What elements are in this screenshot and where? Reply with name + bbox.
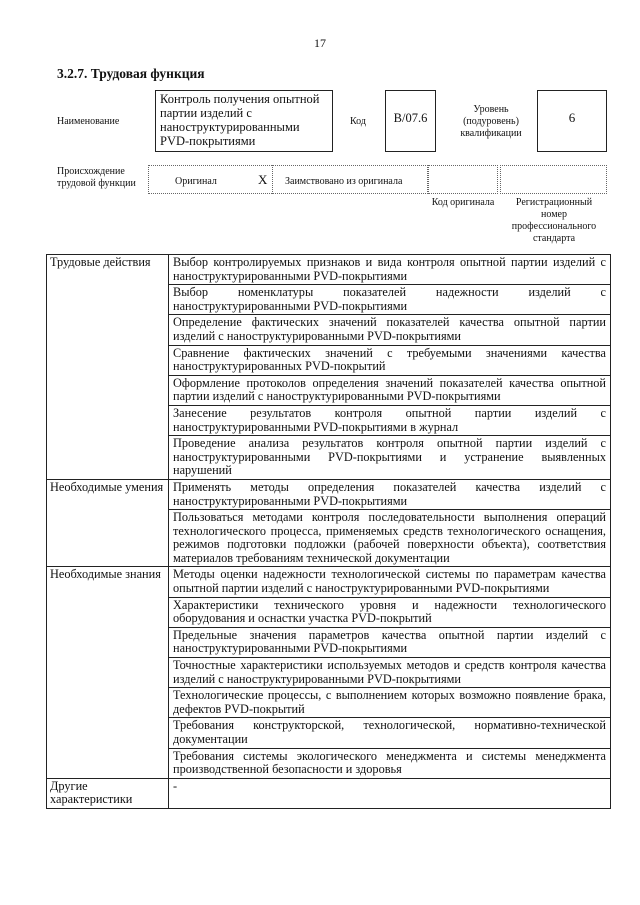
reg-number-label: Регистрационный номер профессионального стандарта bbox=[511, 197, 597, 244]
table-row bbox=[47, 479, 611, 509]
code-original-box bbox=[428, 165, 498, 194]
table-cell: Выбор контролируемых признаков и вида контроля опытной партии изделий с наноструктурированными PVD-покрытиями bbox=[169, 255, 611, 285]
code-original-label: Код оригинала bbox=[431, 197, 495, 208]
origin-label: Происхождение трудовой функции bbox=[57, 166, 136, 189]
table-row bbox=[47, 255, 611, 285]
table-cell: Требования конструкторской, технологической, нормативно-технической документации bbox=[169, 718, 611, 748]
table-cell: Характеристики технического уровня и надежности технологического оборудования и оснастки участка PVD-покрытий bbox=[169, 597, 611, 627]
page-number: 17 bbox=[314, 36, 326, 50]
table-cell: Занесение результатов контроля опытной партии изделий с наноструктурированными PVD-покрытиями в журнал bbox=[169, 405, 611, 435]
level-label: Уровень (подуровень) квалификации bbox=[460, 104, 522, 139]
category-required-knowledge: Необходимые знания bbox=[47, 567, 169, 778]
table-cell: Сравнение фактических значений с требуемыми значениями качества наноструктурированных PVD-покрытий bbox=[169, 345, 611, 375]
table-cell: Методы оценки надежности технологической системы по параметрам качества опытной партии изделий с наноструктурированными PVD-покрытиями bbox=[169, 567, 611, 597]
function-name-box bbox=[155, 90, 333, 152]
table-row bbox=[47, 778, 611, 808]
code-box bbox=[385, 90, 436, 152]
table-row bbox=[47, 567, 611, 597]
table-cell: Технологические процессы, с выполнением которых возможно появление брака, дефектов PVD-покрытий bbox=[169, 688, 611, 718]
category-required-skills: Необходимые умения bbox=[47, 479, 169, 567]
code-label: Код bbox=[350, 116, 366, 127]
section-heading: 3.2.7. Трудовая функция bbox=[57, 66, 205, 81]
table-cell: Выбор номенклатуры показателей надежности изделий с наноструктурированными PVD-покрытиями bbox=[169, 285, 611, 315]
table-cell: Пользоваться методами контроля последовательности выполнения операций технологического процесса, применяемых средств технологического оснащения, режимов подготовки подложки (рабочей поверхности объекта), соответствия материалов требованиям технической документации bbox=[169, 510, 611, 567]
table-cell: Применять методы определения показателей качества изделий с наноструктурированными PVD-покрытиями bbox=[169, 479, 611, 509]
level-value: 6 bbox=[568, 110, 576, 125]
table-cell: Требования системы экологического менеджмента и системы менеджмента производственной безопасности и здоровья bbox=[169, 748, 611, 778]
original-label: Оригинал bbox=[175, 176, 217, 187]
function-table bbox=[46, 254, 611, 809]
table-cell: Предельные значения параметров качества опытной партии изделий с наноструктурированными PVD-покрытиями bbox=[169, 627, 611, 657]
reg-number-box bbox=[500, 165, 607, 194]
table-cell: - bbox=[169, 778, 611, 808]
code-value: B/07.6 bbox=[393, 111, 428, 125]
category-labor-actions: Трудовые действия bbox=[47, 255, 169, 480]
level-box bbox=[537, 90, 607, 152]
table-cell: Точностные характеристики используемых методов и средств контроля качества изделий с наноструктурированными PVD-покрытиями bbox=[169, 658, 611, 688]
table-cell: Определение фактических значений показателей качества опытной партии изделий с наноструктурированными PVD-покрытиями bbox=[169, 315, 611, 345]
borrowed-label: Заимствовано из оригинала bbox=[285, 176, 403, 187]
table-cell: Оформление протоколов определения значений показателей качества опытной партии изделий с наноструктурированными PVD-покрытиями bbox=[169, 375, 611, 405]
function-name: Контроль получения опытной партии изделий с наноструктурированными PVD-покрытиями bbox=[160, 92, 320, 148]
table-cell: Проведение анализа результатов контроля опытной партии изделий с наноструктурированными PVD-покрытиями и устранение выявленных нарушений bbox=[169, 436, 611, 480]
name-label: Наименование bbox=[57, 116, 120, 127]
origin-divider bbox=[272, 165, 273, 194]
category-other: Другие характеристики bbox=[47, 778, 169, 808]
original-mark: X bbox=[258, 172, 268, 187]
